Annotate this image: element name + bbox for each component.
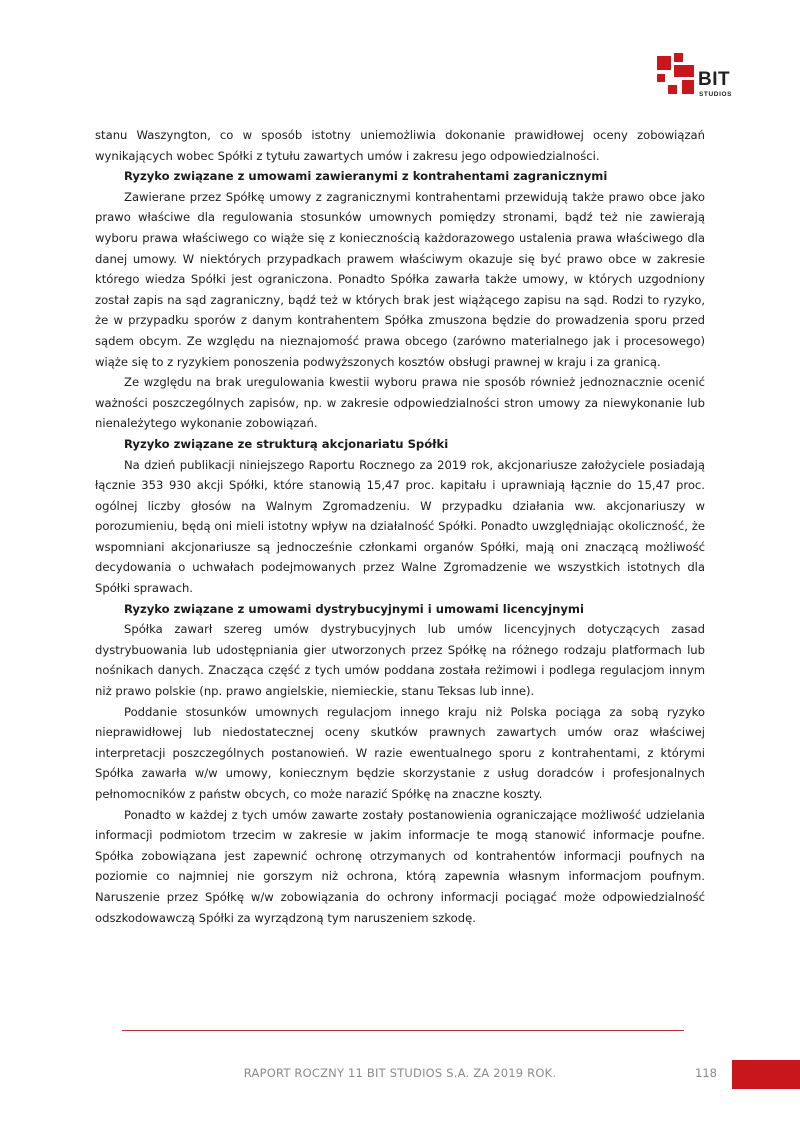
page-number: 118	[695, 1066, 717, 1080]
logo-pixel-blocks	[657, 53, 694, 94]
paragraph-founders-shares: Na dzień publikacji niniejszego Raportu Rocznego za 2019 rok, akcjonariusze założyciele posiadają łącznie 353 930 akcji Spółki, które stanowią 15,47 proc. kapitału i uprawniają łącznie do 15,47 proc. ogólnej liczby głosów na Walnym Zgromadzeniu. W przypadku działania ww. akcjonariuszy w porozumieniu, będą oni mieli istotny wpływ na działalność Spółki. Ponadto uwzględniając okoliczność, że wspomniani akcjonariusze są jednocześnie członkami organów Spółki, mają oni znaczącą możliwość decydowania o uchwałach podejmowanych przez Walne Zgromadzenie we wszystkich istotnych dla Spółki sprawach.	[95, 457, 705, 596]
paragraph-confidentiality: Ponadto w każdej z tych umów zawarte zostały postanowienia ograniczające możliwość udzielania informacji podmiotom trzecim w zakresie w jakim informacje te mogą stanowić informacje poufne. Spółka zobowiązana jest zapewnić ochronę otrzymanych od kontrahentów informacji poufnych na poziomie co najmniej nie gorszym niż ochrona, którą zapewnia własnym informacjom poufnym. Naruszenie przez Spółkę w/w zobowiązania do ochrony informacji pociągać może odpowiedzialność odszkodowawczą Spółki za wyrządzoną tym naruszeniem szkodę.	[95, 807, 705, 925]
section-heading-distribution-agreements: Ryzyko związane z umowami dystrybucyjnymi i umowami licencyjnymi	[124, 601, 584, 616]
brand-logo-mark	[654, 52, 738, 102]
section-heading-shareholder-structure: Ryzyko związane ze strukturą akcjonariatu Spółki	[124, 436, 449, 451]
footer-accent-block	[732, 1060, 800, 1089]
paragraph-foreign-regulation-risk: Poddanie stosunków umownych regulacjom innego kraju niż Polska pociąga za sobą ryzyko nieprawidłowej lub niedostatecznej oceny skutków prawnych zawartych umów oraz właściwej interpretacji poszczególnych postanowień. W razie ewentualnego sporu z kontrahentami, z którymi Spółka zawarła w/w umowy, koniecznym będzie skorzystanie z usług doradców i profesjonalnych pełnomocników z państw obcych, co może narazić Spółkę na znaczne koszty.	[95, 704, 705, 801]
section-heading-foreign-contracts: Ryzyko związane z umowami zawieranymi z kontrahentami zagranicznymi	[124, 169, 608, 184]
brand-logo	[654, 52, 738, 102]
paragraph-continuation: stanu Waszyngton, co w sposób istotny uniemożliwia dokonanie prawidłowej oceny zobowiązań wynikających wobec Spółki z tytułu zawartych umów i zakresu jego odpowiedzialności.	[95, 128, 705, 163]
logo-word: BIT	[698, 69, 731, 90]
paragraph-foreign-law: Zawierane przez Spółkę umowy z zagranicznymi kontrahentami przewidują także prawo obce jako prawo właściwe dla regulowania stosunków umownych pomiędzy stronami, bądź też nie zawierają wyboru prawa właściwego co wiąże się z koniecznością każdorazowego ustalenia prawa właściwego dla danej umowy. W niektórych przypadkach prawem właściwym okazuje się być prawo obce w zakresie którego wiedza Spółki jest ograniczona. Ponadto Spółka zawarła także umowy, w których uzgodniony został zapis na sąd zagraniczny, bądź też w których brak jest wiążącego zapisu na sąd. Rodzi to ryzyko, że w przypadku sporów z danym kontrahentem Spółka zmuszona będzie do prowadzenia sporu przed sądem obcym. Ze względu na nieznajomość prawa obcego (zarówno materialnego jak i procesowego) wiąże się to z ryzykiem ponoszenia podwyższonych kosztów obsługi prawnej w kraju i za granicą.	[95, 189, 705, 369]
paragraph-choice-of-law: Ze względu na brak uregulowania kwestii wyboru prawa nie sposób również jednoznacznie ocenić ważności poszczególnych zapisów, np. w zakresie odpowiedzialności stron umowy za niewykonanie lub nienależytego wykonanie zobowiązań.	[95, 375, 705, 431]
footer-divider	[122, 1030, 684, 1031]
document-body	[95, 125, 705, 928]
logo-subword: STUDIOS	[699, 91, 733, 98]
paragraph-distribution-agreements: Spółka zawarł szereg umów dystrybucyjnych lub umów licencyjnych dotyczących zasad dystrybuowania lub udostępniania gier utworzonych przez Spółkę na różnego rodzaju platformach lub nośnikach danych. Znacząca część z tych umów poddana została reżimowi i podlega regulacjom innym niż prawo polskie (np. prawo angielskie, niemieckie, stanu Teksas lub inne).	[95, 622, 705, 699]
footer-report-title: RAPORT ROCZNY 11 BIT STUDIOS S.A. ZA 2019 ROK.	[243, 1066, 557, 1080]
